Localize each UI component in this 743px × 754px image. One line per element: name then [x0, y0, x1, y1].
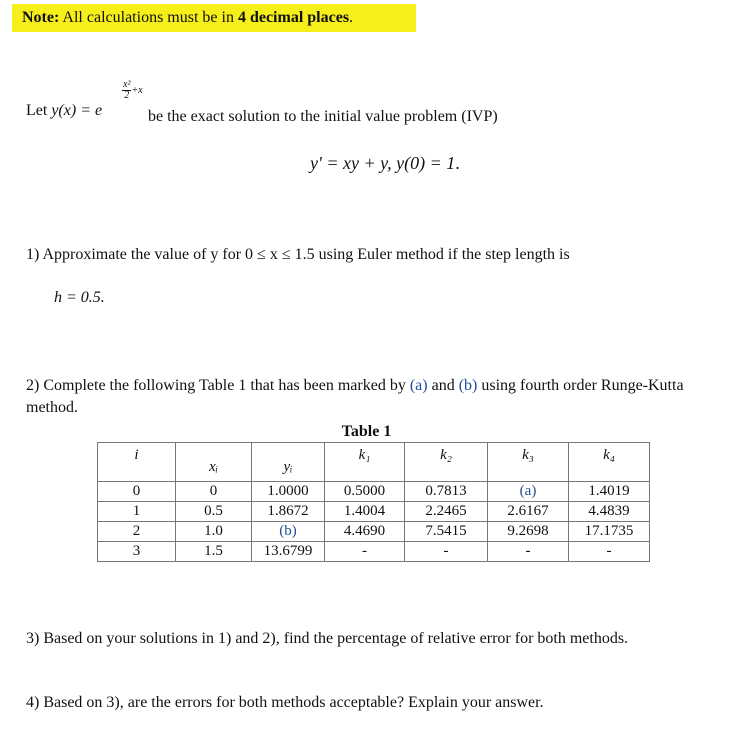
question-1-step: h = 0.5. — [54, 289, 105, 306]
cell: 1.0 — [176, 522, 252, 542]
intro-text: be the exact solution to the initial value problem (IVP) — [148, 108, 498, 125]
let-word: Let — [26, 102, 52, 119]
cell: 1.5 — [176, 542, 252, 562]
cell: - — [325, 542, 405, 562]
q2-mark-b: (b) — [458, 377, 478, 394]
table-caption: Table 1 — [341, 423, 392, 440]
question-4: 4) Based on 3), are the errors for both methods acceptable? Explain your answer. — [26, 694, 544, 711]
cell: 3 — [98, 542, 176, 562]
header-k1: k₁ — [325, 443, 405, 482]
cell: 1.4019 — [569, 482, 650, 502]
rk4-table — [97, 442, 650, 562]
note-prefix: Note: — [22, 9, 60, 26]
table-row — [98, 522, 650, 542]
cell: 0 — [98, 482, 176, 502]
q2-mark-a: (a) — [409, 377, 428, 394]
question-2 — [26, 375, 716, 419]
exponent-denominator: 2 — [124, 90, 130, 101]
header-y: yᵢ — [252, 443, 325, 482]
cell: 7.5415 — [405, 522, 488, 542]
note-text: All calculations must be in — [59, 9, 238, 26]
q2-and: and — [427, 377, 459, 394]
header-k4: k₄ — [569, 443, 650, 482]
exact-function: y(x) = e — [51, 102, 103, 119]
q2-post: using fourth order Runge-Kutta method. — [26, 377, 684, 416]
header-x: xᵢ — [176, 443, 252, 482]
cell: 4.4690 — [325, 522, 405, 542]
cell: 4.4839 — [569, 502, 650, 522]
q2-pre: 2) Complete the following Table 1 that has been marked by — [26, 377, 410, 394]
table-header-row — [98, 443, 650, 482]
cell: 1.8672 — [252, 502, 325, 522]
ode-text: y' = xy + y, y(0) = 1 — [310, 153, 456, 173]
cell: 13.6799 — [252, 542, 325, 562]
cell: 2.6167 — [488, 502, 569, 522]
exponent-numerator: x² — [123, 79, 131, 90]
cell: 2.2465 — [405, 502, 488, 522]
cell: 0.5 — [176, 502, 252, 522]
table-row — [98, 542, 650, 562]
header-k3: k₃ — [488, 443, 569, 482]
cell: 0 — [176, 482, 252, 502]
note-banner — [12, 4, 416, 32]
intro-let — [26, 102, 102, 120]
cell: 0.5000 — [325, 482, 405, 502]
question-3: 3) Based on your solutions in 1) and 2), find the percentage of relative error for both methods. — [26, 630, 629, 647]
cell-mark-b: (b) — [252, 522, 325, 542]
cell: 1.0000 — [252, 482, 325, 502]
cell: - — [569, 542, 650, 562]
table-row — [98, 502, 650, 522]
ode-end: . — [455, 153, 460, 173]
header-k2: k₂ — [405, 443, 488, 482]
question-1: 1) Approximate the value of y for 0 ≤ x ≤ 1.5 using Euler method if the step length is — [26, 246, 570, 263]
cell-mark-a: (a) — [488, 482, 569, 502]
cell: - — [405, 542, 488, 562]
cell: 9.2698 — [488, 522, 569, 542]
exponent — [122, 80, 143, 101]
cell: 0.7813 — [405, 482, 488, 502]
note-end: . — [349, 9, 354, 26]
cell: 1.4004 — [325, 502, 405, 522]
note-bold: 4 decimal places — [237, 9, 350, 26]
ode-equation — [310, 153, 460, 174]
cell: 1 — [98, 502, 176, 522]
table-row — [98, 482, 650, 502]
cell: 2 — [98, 522, 176, 542]
exponent-tail: +x — [131, 84, 143, 96]
cell: - — [488, 542, 569, 562]
cell: 17.1735 — [569, 522, 650, 542]
header-i: i — [98, 443, 176, 482]
